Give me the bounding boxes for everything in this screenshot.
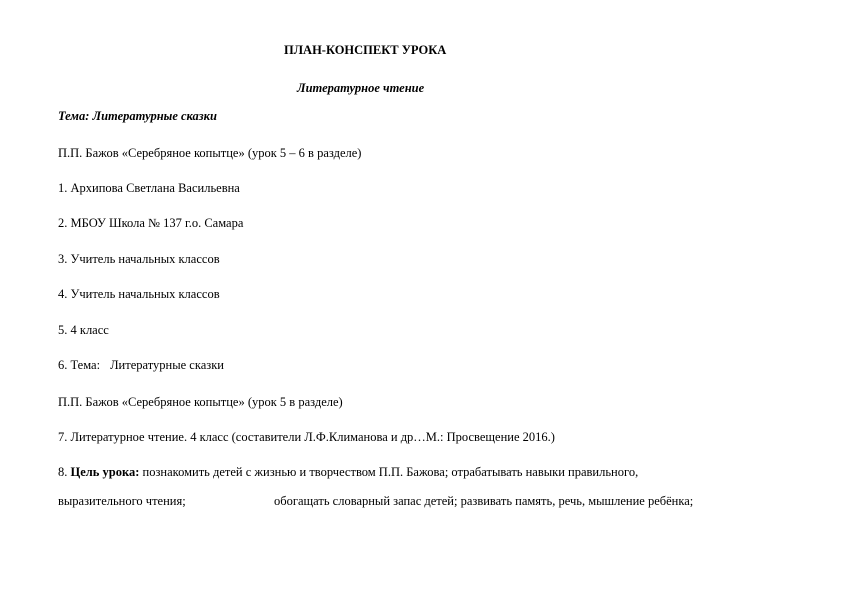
goal-text-1: познакомить детей с жизнью и творчеством П.П. Бажова; отрабатывать навыки правильного, <box>142 465 639 479</box>
topic-label: 6. Тема: <box>58 358 101 372</box>
work-line-2: П.П. Бажов «Серебряное копытце» (урок 5 в разделе) <box>58 395 343 409</box>
author-line: 1. Архипова Светлана Васильевна <box>58 181 240 195</box>
goal-line-1 <box>58 464 638 480</box>
page-title: ПЛАН-КОНСПЕКТ УРОКА <box>284 43 447 57</box>
work-line-1: П.П. Бажов «Серебряное копытце» (урок 5 – 6 в разделе) <box>58 146 362 160</box>
position-repeat-line: 4. Учитель начальных классов <box>58 287 220 301</box>
topic-line <box>58 357 224 373</box>
position-line: 3. Учитель начальных классов <box>58 252 220 266</box>
goal-label: Цель урока: <box>70 465 140 479</box>
topic-value: Литературные сказки <box>110 358 224 372</box>
goal-number: 8. <box>58 465 68 479</box>
school-line: 2. МБОУ Школа № 137 г.о. Самара <box>58 216 244 230</box>
goal-text-2a: выразительного чтения; <box>58 494 186 508</box>
textbook-line: 7. Литературное чтение. 4 класс (составители Л.Ф.Климанова и др…М.: Просвещение 2016.) <box>58 430 555 444</box>
goal-text-2b: обогащать словарный запас детей; развивать память, речь, мышление ребёнка; <box>274 494 694 508</box>
subject-heading: Литературное чтение <box>297 81 425 95</box>
grade-line: 5. 4 класс <box>58 323 109 337</box>
topic-heading: Тема: Литературные сказки <box>58 109 217 123</box>
